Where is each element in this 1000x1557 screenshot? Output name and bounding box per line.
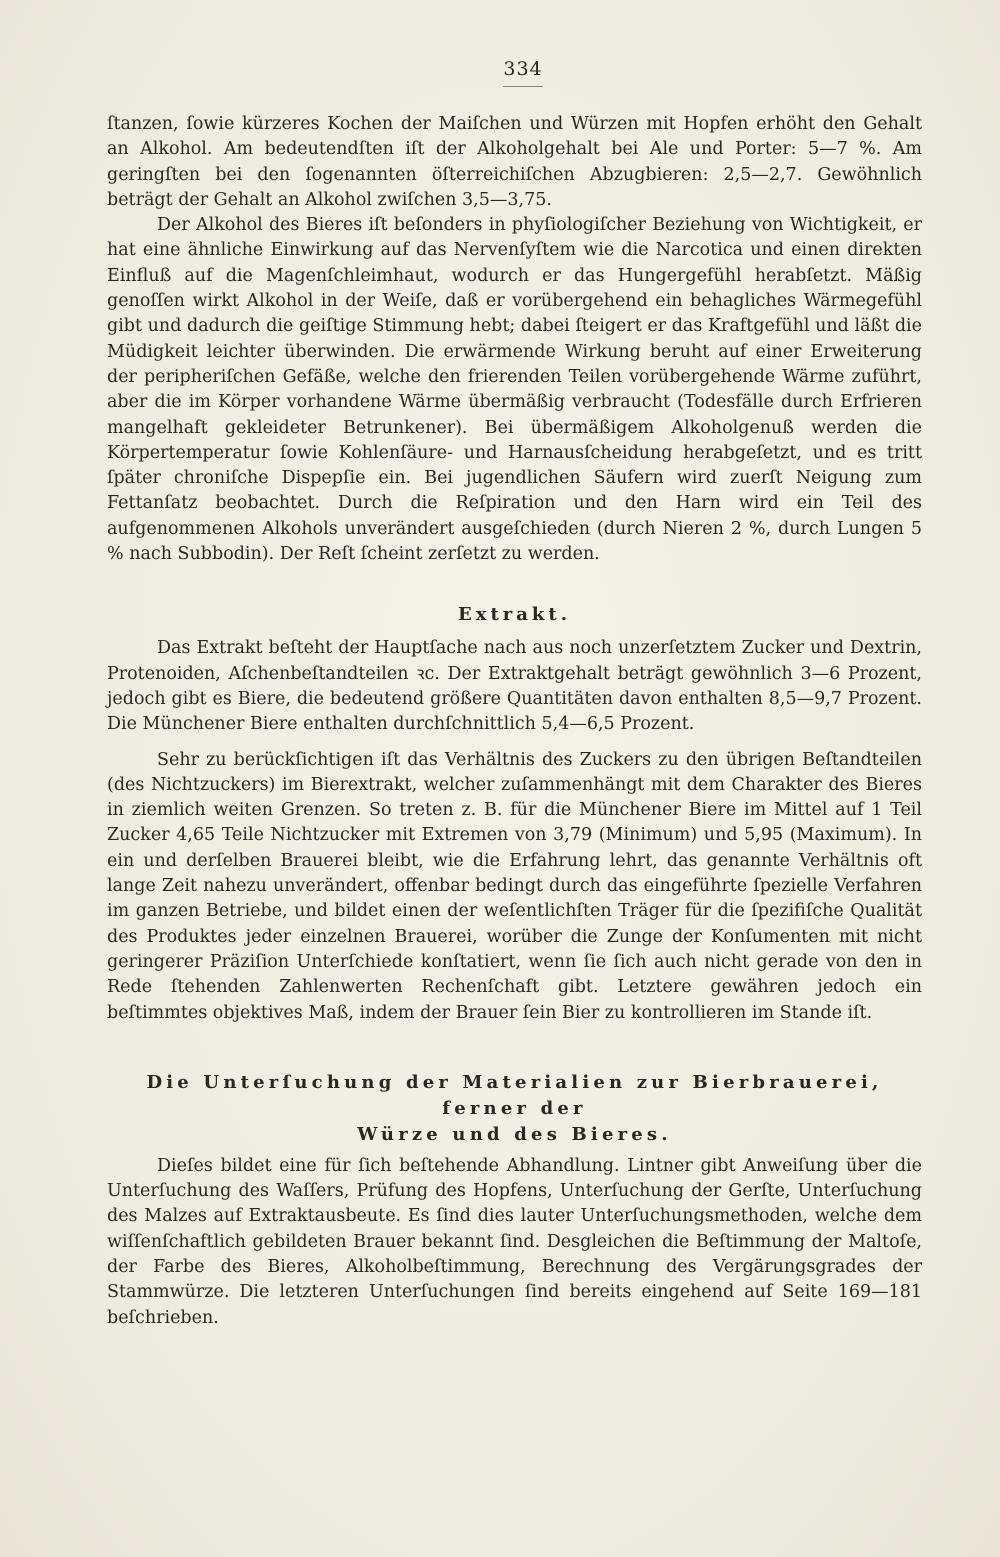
paragraph-extrakt-ratio: Sehr zu berückſichtigen iſt das Verhältnis des Zuckers zu den übrigen Beſtandteilen (des Nichtzuckers) im Bierextrakt, welcher zuſammenhängt mit dem Charakter des Bieres in ziemlich weiten Grenzen. So treten z. B. für die Münchener Biere im Mittel auf 1 Teil Zucker 4,65 Teile Nichtzucker mit Extremen von 3,79 (Minimum) und 5,95 (Maximum). In ein und derſelben Brauerei bleibt, wie die Erfahrung lehrt, das genannte Verhältnis oft lange Zeit nahezu unverändert, offenbar bedingt durch das eingeführte ſpezielle Verfahren im ganzen Betriebe, und bildet einen der weſentlichſten Träger für die ſpezifiſche Qualität des Produktes jeder einzelnen Brauerei, worüber die Zunge der Konſumenten mit nicht geringerer Präziſion Unterſchiede konſtatiert, wenn ſie ſich auch nicht gerade von den in Rede ſtehenden Zahlenwerten Rechenſchaft gibt. Letztere gewähren jedoch ein beſtimmtes objektives Maß, indem der Brauer ſein Bier zu kontrollieren im Stande iſt. bbox=[107, 749, 922, 1023]
section-heading-untersuchung-line1: Die Unterſuchung der Materialien zur Bierbrauerei, ferner der bbox=[146, 1071, 883, 1119]
paragraph-alkohol-continuation: ſtanzen, ſowie kürzeres Kochen der Maiſchen und Würzen mit Hopfen erhöht den Gehalt an Alkohol. Am bedeutendſten iſt der Alkoholgehalt bei Ale und Porter: 5—7 %. Am geringſten bei den ſogenannten öſterreichiſchen Abzugbieren: 2,5—2,7. Gewöhnlich beträgt der Gehalt an Alkohol zwiſchen 3,5—3,75. bbox=[107, 114, 922, 210]
paragraph-alkohol-physiology: Der Alkohol des Bieres iſt beſonders in phyſiologiſcher Beziehung von Wichtigkeit, er hat eine ähnliche Einwirkung auf das Nervenſyſtem wie die Narcotica und einen direkten Einfluß auf die Magenſchleimhaut, wodurch er das Hungergefühl herabſetzt. Mäßig genoſſen wirkt Alkohol in der Weiſe, daß er vorübergehend ein behagliches Wärmegefühl gibt und dadurch die geiſtige Stimmung hebt; dabei ſteigert er das Kraftgefühl und läßt die Müdigkeit leichter überwinden. Die erwärmende Wirkung beruht auf einer Erweiterung der peripheriſchen Gefäße, welche den frierenden Teilen vorübergehende Wärme zuführt, aber die im Körper vorhandene Wärme übermäßig verbraucht (Todesfälle durch Erfrieren mangelhaft gekleideter Betrunkener). Bei übermäßigem Alkoholgenuß werden die Körpertemperatur ſowie Kohlenſäure- und Harnausſcheidung herabgeſetzt, und es tritt ſpäter chroniſche Dispepſie ein. Bei jugendlichen Säufern wird zuerſt Neigung zum Fettanſatz beobachtet. Durch die Reſpiration und den Harn wird ein Teil des aufgenommenen Alkohols unverändert ausgeſchieden (durch Nieren 2 %, durch Lungen 5 % nach Subbodin). Der Reſt ſcheint zerſetzt zu werden. bbox=[107, 215, 922, 565]
section-heading-untersuchung-line2: Würze und des Bieres. bbox=[357, 1123, 672, 1145]
paragraph-extrakt-composition: Das Extrakt beſteht der Hauptſache nach aus noch unzerſetztem Zucker und Dextrin, Protenoiden, Aſchenbeſtandteilen ꝛc. Der Extraktgehalt beträgt gewöhnlich 3—6 Prozent, jedoch gibt es Biere, die bedeutend größere Quantitäten davon enthalten 8,5—9,7 Prozent. Die Münchener Biere enthalten durchſchnittlich 5,4—6,5 Prozent. bbox=[107, 638, 922, 735]
section-heading-extrakt: Extrakt. bbox=[458, 604, 571, 626]
section-heading-untersuchung bbox=[107, 1070, 922, 1148]
page-number: 334 bbox=[503, 58, 543, 80]
page-body bbox=[107, 112, 922, 1331]
page-number-underline bbox=[503, 86, 543, 87]
paragraph-untersuchung: Dieſes bildet eine für ſich beſtehende Abhandlung. Lintner gibt Anweiſung über die Unterſuchung des Waſſers, Prüfung des Hopfens, Unterſuchung der Gerſte, Unterſuchung des Malzes auf Extraktausbeute. Es ſind dies lauter Unterſuchungsmethoden, welche dem wiſſenſchaftlich gebildeten Brauer bekannt ſind. Desgleichen die Beſtimmung der Maltoſe, der Farbe des Bieres, Alkoholbeſtimmung, Berechnung des Vergärungsgrades der Stammwürze. Die letzteren Unterſuchungen ſind bereits eingehend auf Seite 169—181 beſchrieben. bbox=[107, 1155, 922, 1328]
